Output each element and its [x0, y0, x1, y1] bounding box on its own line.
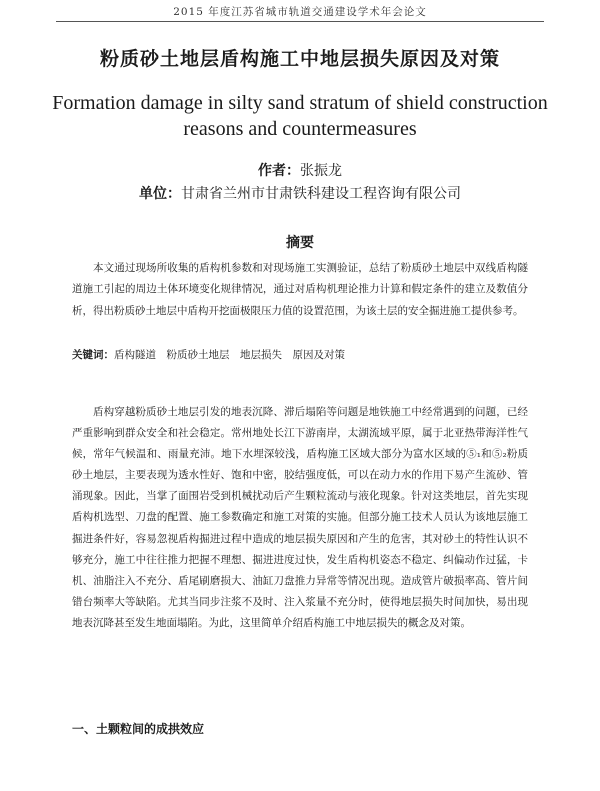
abstract-text: 本文通过现场所收集的盾构机参数和对现场施工实测验证，总结了粉质砂土地层中双线盾构隧道施工引起的周边土体环境变化规律情况，通过对盾构机理论推力计算和假定条件的建立及数值分析，得出粉质砂土地层中盾构开挖面极限压力值的设置范围，为该土层的安全掘进施工提供参考。	[72, 262, 528, 317]
author-label: 作者：	[258, 163, 300, 179]
abstract-heading: 摘要	[286, 235, 314, 251]
keywords-text: 盾构隧道 粉质砂土地层 地层损失 原因及对策	[114, 349, 345, 361]
section-heading: 一、土颗粒间的成拱效应	[72, 722, 205, 736]
affiliation-name: 甘肃省兰州市甘肃铁科建设工程咨询有限公司	[181, 186, 461, 202]
affiliation-line	[0, 183, 600, 203]
keywords-line	[72, 346, 528, 364]
paper-title-english: Formation damage in silty sand stratum of shield construction reasons and countermeasures	[52, 92, 548, 140]
paper-title-chinese: 粉质砂土地层盾构施工中地层损失原因及对策	[99, 48, 500, 70]
body-paragraph: 盾构穿越粉质砂土地层引发的地表沉降、滞后塌陷等问题是地铁施工中经常遇到的问题，已经严重影响到群众安全和社会稳定。常州地处长江下游南岸，太湖流域平原，属于北亚热带海洋性气候，常年气候温和、雨量充沛。地下水埋深较浅，盾构施工区域大部分为富水区域的⑤₁和⑤₂粉质砂土地层，主要表现为透水性好、饱和中密，胶结强度低，可以在动力水的作用下易产生流砂、管涌现象。因此，当掌了面围岩受到机械扰动后产生颗粒流动与液化现象。针对这类地层，首先实现盾构机选型、刀盘的配置、施工参数确定和施工对策的实施。但部分施工技术人员认为该地层施工掘进条件好，容易忽视盾构掘进过程中造成的地层损失原因和产生的危害，其对砂土的特性认识不够充分，施工中往往推力把握不理想、掘进进度过快，发生盾构机姿态不稳定、纠偏动作过猛，卡机、油脂注入不充分、盾尾刷磨损大、油缸刀盘推力异常等情况出现。造成管片破损率高、管片间错台频率大等缺陷。尤其当同步注浆不及时、注入浆量不充分时，使得地层损失时间加快，易出现地表沉降甚至发生地面塌陷。为此，这里简单介绍盾构施工中地层损失的概念及对策。	[72, 406, 528, 629]
author-name: 张振龙	[300, 163, 342, 179]
keywords-label: 关键词：	[72, 349, 114, 361]
running-header: 2015 年度江苏省城市轨道交通建设学术年会论文	[56, 4, 544, 22]
author-line	[0, 160, 600, 180]
affiliation-label: 单位：	[139, 186, 181, 202]
